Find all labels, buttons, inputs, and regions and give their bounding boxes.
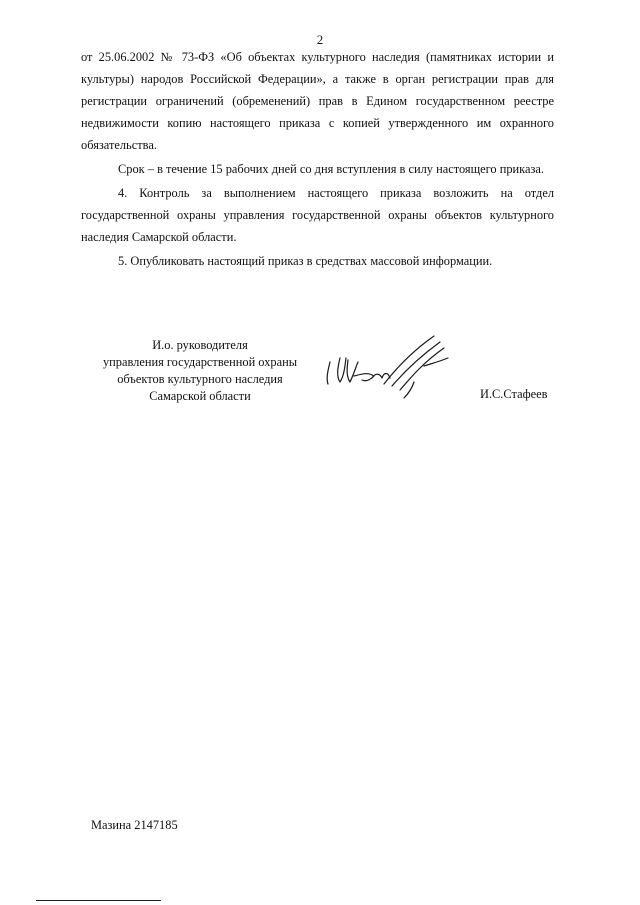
paragraph-item-4: 4. Контроль за выполнением настоящего приказа возложить на отдел государственной охраны управления государственной охраны объектов культурного наследия Самарской области. [81, 186, 554, 244]
signatory-title-line: Самарской области [149, 389, 251, 403]
paragraph-item-5: 5. Опубликовать настоящий приказ в средствах массовой информации. [118, 254, 493, 268]
document-body [81, 46, 554, 274]
signatory-title-line: объектов культурного наследия [117, 372, 283, 386]
signer-name: И.С.Стафеев [480, 387, 548, 401]
footnote-divider [36, 900, 161, 901]
handwritten-signature [318, 332, 450, 402]
signatory-title [80, 337, 320, 405]
paragraph-continuation: от 25.06.2002 № 73-ФЗ «Об объектах культурного наследия (памятниках истории и культуры) народов Российской Федерации», а также в орган регистрации прав для регистрации ограничений (обременений) прав в Едином государственном реестре недвижимости копию настоящего приказа с копией утвержденного им охранного обязательства. [81, 50, 554, 152]
paragraph-deadline: Срок – в течение 15 рабочих дней со дня вступления в силу настоящего приказа. [118, 162, 544, 176]
page-number: 2 [316, 32, 324, 47]
signatory-title-line: И.о. руководителя [152, 338, 248, 352]
signatory-title-line: управления государственной охраны [102, 355, 298, 369]
executor-note: Мазина 2147185 [91, 818, 178, 832]
